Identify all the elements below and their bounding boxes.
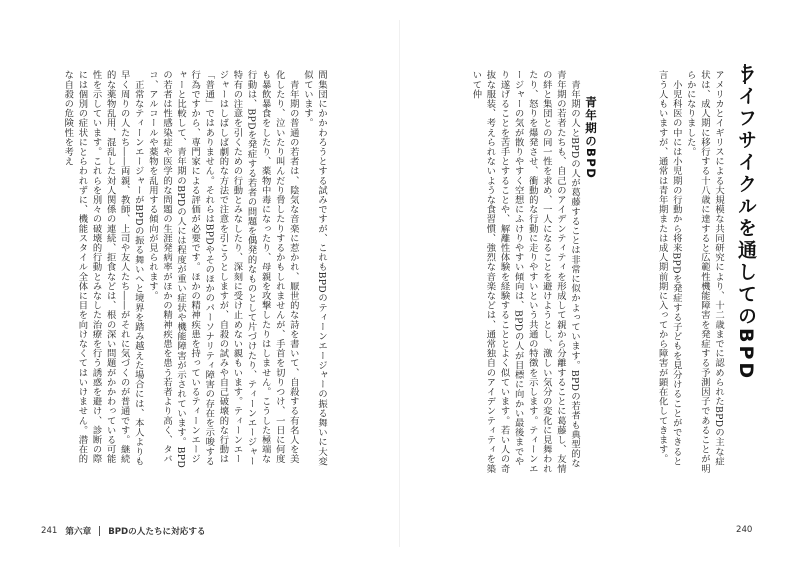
right-page-intro-text: アメリカとイギリスによる大規模な共同研究により、十二歳までに認められたBPDの主な症状は、成人期に移行する十八歳に達すると広範性機能障害を発症する予測因子であることが明らかになりました。 小児科医の中には小児期の行動から将来BPDを発症する子どもを見分けることができると言う人もいますが、通常は青年期または成人期前期に入ってから障害が顕在化してきます。 bbox=[656, 70, 724, 474]
section-heading: 青年期のBPD bbox=[584, 96, 598, 180]
chapter-label: 第六章 bbox=[65, 527, 92, 537]
right-page-number: 240 bbox=[736, 525, 753, 535]
left-page-body-text: 間集団にかかわろうとする試みですが、これもBPDのティーンエージャーの振る舞いに大変似ています。 青年期の普通の若者は、陰気な音楽に惹かれ、厭世的な詩を書いて、自殺する有名人を美化したり、泣いたり叫んだり脅したりするかもしれませんが、手首を切りつけ、一日に何度も暴飲暴食をしたり、薬物中毒になったり、母親を攻撃したりはしません。こうした極端な行動は、BPDを発症する若者の問題を偶発的なものとして片づけたり、ティーンエージャー特有の注意を引くための行動とみなしたり、深刻に受け止めない親もいます。ティーンエージャーはしばしば劇的な方法で注意を引こうとしますが、自殺の試みや自己破壊的な行動は「普通」ではありません。それらはBPDやそのほかのパーソナリティ障害の存在を示唆する行為ですから、専門家による評価が必要です。ほかの精神疾患を持っているティーンエージャーと比較して、青年期のBPDの人には程度が重い症状や機能障害が示されています。BPDの若者は性感染症や医学的な問題の生涯発病率がほかの精神疾患を患う若者より高く、タバコ、アルコールや薬物を乱用する傾向が見られます。 正常なティーンエージャーがBPDの振る舞いへと境界を踏み越えた場合には、本人よりも早く周りの人たち――両親、教師、上司や友人たち――がそれに気づくのが普通です。継続的な薬物乱用、混乱した対人関係の連続、拒食などは、根の深い問題がかかわっている可能性を示しています。これらを別々の破壊的行動とみなした治療を行う誘惑を避け、診断の際には個別の症状にとらわれずに、機能スタイル全体に目を向けなくてはいけません。潜在的な自殺の危険性を考え bbox=[62, 70, 327, 469]
chapter-title: ライフサイクルを通してのBPD bbox=[735, 64, 757, 382]
running-title: BPDの人たちに対応する bbox=[108, 527, 206, 537]
left-page-footer bbox=[41, 525, 206, 537]
right-page-section-text: 青年期の人とBPDの人が葛藤することは非常に似かよっています。BPDの若者も典型的な青年期の若者たちも、自己のアイデンティティを形成して親から分離することに葛藤し、友情の絆と集団との同一性を求め、一人になることを避けようとし、激しい気分の変化に見舞われたり、怒りを爆発させ、衝動的な行動に走りやすいという共通の特徴を示します。ティーンエージャーの気が散りやすく空想にふけりやすい傾向は、BPDの人が目標に向かい最後までやり遂げることを苦手とすることや、解離性体験を経験することとよく似ています。若い人の奇抜な服装、考えられないような食習慣、強烈な音楽などは、通常独自のアイデンティティを築いて仲 bbox=[470, 70, 580, 474]
footer-separator bbox=[99, 526, 100, 536]
left-page-number: 241 bbox=[41, 526, 58, 536]
page-gutter bbox=[399, 20, 400, 547]
